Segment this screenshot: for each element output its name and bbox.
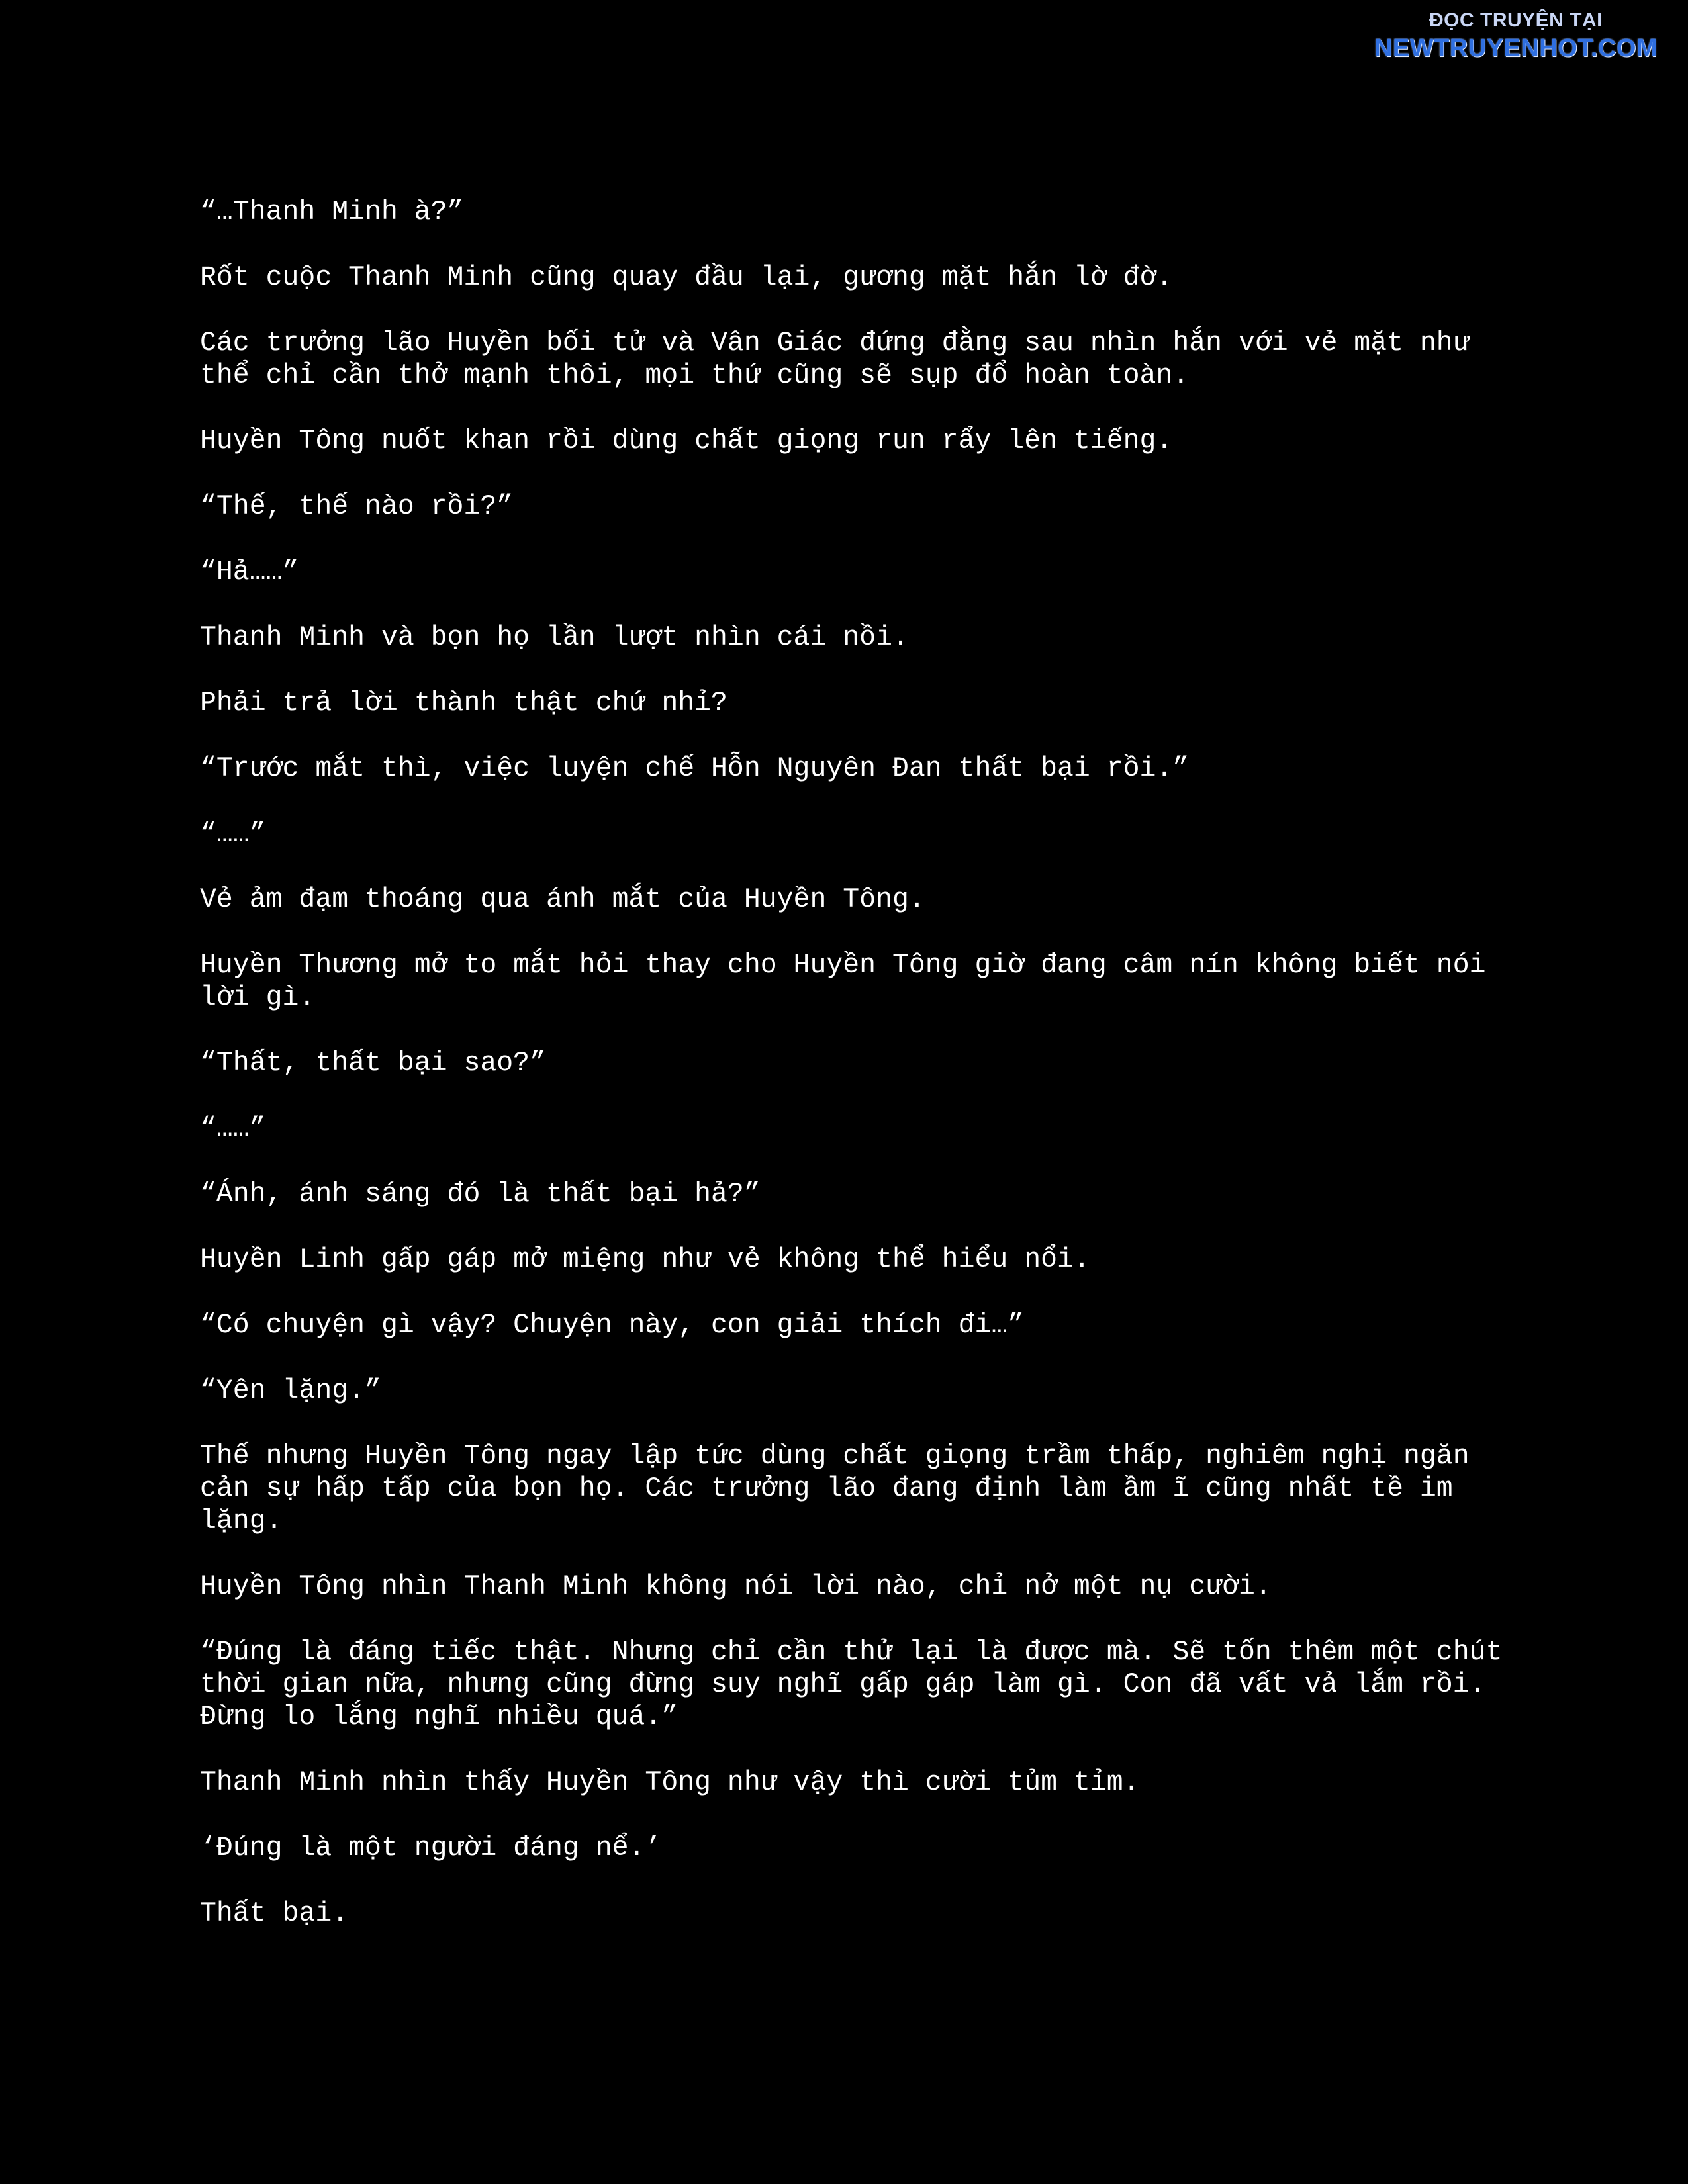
- paragraph-2: Rốt cuộc Thanh Minh cũng quay đầu lại, gương mặt hắn lờ đờ.: [200, 262, 1173, 293]
- watermark-line-top: ĐỌC TRUYỆN TẠI: [1429, 9, 1603, 31]
- watermark-logo: [1364, 11, 1668, 61]
- paragraph-14: “……”: [200, 1113, 266, 1144]
- paragraph-24: Thất bại.: [200, 1898, 349, 1929]
- paragraph-7: Thanh Minh và bọn họ lần lượt nhìn cái nồi.: [200, 622, 909, 653]
- paragraph-1: “…Thanh Minh à?”: [200, 197, 464, 228]
- paragraph-21: “Đúng là đáng tiếc thật. Nhưng chỉ cần thử lại là được mà. Sẽ tốn thêm một chút thời gian nữa, nhưng cũng đừng suy nghĩ gấp gáp làm gì. Con đã vất vả lắm rồi. Đừng lo lắng nghĩ nhiều quá.”: [200, 1637, 1503, 1733]
- paragraph-18: “Yên lặng.”: [200, 1375, 381, 1406]
- paragraph-15: “Ánh, ánh sáng đó là thất bại hả?”: [200, 1179, 761, 1210]
- paragraph-8: Phải trả lời thành thật chứ nhỉ?: [200, 688, 727, 719]
- paragraph-16: Huyền Linh gấp gáp mở miệng như vẻ không thể hiểu nổi.: [200, 1244, 1090, 1275]
- paragraph-19: Thế nhưng Huyền Tông ngay lập tức dùng chất giọng trầm thấp, nghiêm nghị ngăn cản sự hấp tấp của bọn họ. Các trưởng lão đang định làm ầm ĩ cũng nhất tề im lặng.: [200, 1441, 1470, 1537]
- story-text-body: [200, 196, 1511, 1963]
- paragraph-12: Huyền Thương mở to mắt hỏi thay cho Huyền Tông giờ đang câm nín không biết nói lời gì.: [200, 950, 1486, 1013]
- paragraph-20: Huyền Tông nhìn Thanh Minh không nói lời nào, chỉ nở một nụ cười.: [200, 1571, 1272, 1602]
- paragraph-6: “Hả……”: [200, 557, 299, 588]
- paragraph-5: “Thế, thế nào rồi?”: [200, 491, 514, 522]
- paragraph-11: Vẻ ảm đạm thoáng qua ánh mắt của Huyền Tông.: [200, 884, 925, 915]
- watermark-line-site: NEWTRUYENHOT.COM: [1374, 34, 1658, 62]
- paragraph-17: “Có chuyện gì vậy? Chuyện này, con giải thích đi…”: [200, 1310, 1025, 1341]
- paragraph-10: “……”: [200, 819, 266, 850]
- paragraph-3: Các trưởng lão Huyền bối tử và Vân Giác đứng đằng sau nhìn hắn với vẻ mặt như thể chỉ cần thở mạnh thôi, mọi thứ cũng sẽ sụp đổ hoàn toàn.: [200, 328, 1470, 391]
- paragraph-13: “Thất, thất bại sao?”: [200, 1048, 546, 1079]
- paragraph-23: ‘Đúng là một người đáng nể.’: [200, 1833, 662, 1864]
- paragraph-4: Huyền Tông nuốt khan rồi dùng chất giọng run rẩy lên tiếng.: [200, 426, 1173, 457]
- paragraph-22: Thanh Minh nhìn thấy Huyền Tông như vậy thì cười tủm tỉm.: [200, 1767, 1140, 1798]
- paragraph-9: “Trước mắt thì, việc luyện chế Hỗn Nguyên Đan thất bại rồi.”: [200, 753, 1190, 784]
